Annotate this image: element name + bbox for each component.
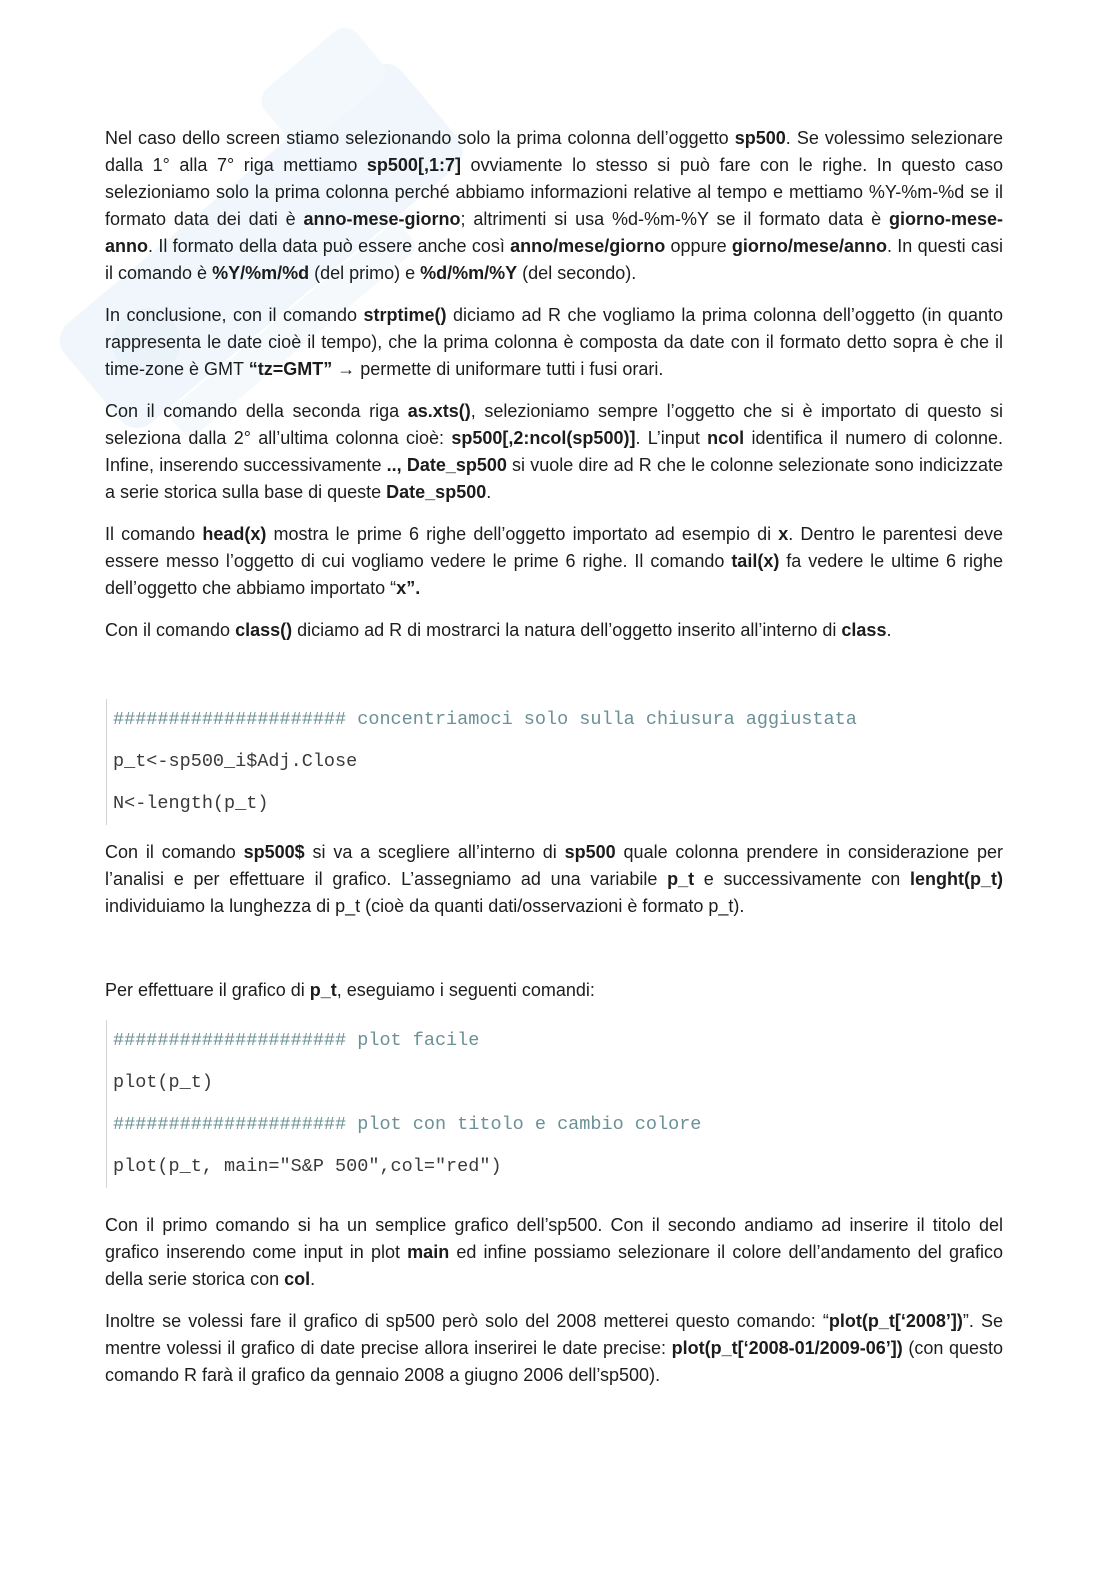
bold-text-run: p_t xyxy=(309,980,337,1000)
bold-text-run: Date_sp500 xyxy=(386,482,487,502)
bold-text-run: lenght(p_t) xyxy=(910,869,1003,889)
bold-text-run: “tz=GMT” xyxy=(248,359,333,379)
paragraph-strptime xyxy=(105,302,1003,383)
text-run: ovviamente lo stesso si può fare con le righe. In questo caso selezioniamo solo la prima colonna perché abbiamo informazioni relative al tempo e mettiamo %Y-%m-%d se il formato data dei dati è xyxy=(105,155,1003,229)
paragraph-plot-2008 xyxy=(105,1308,1003,1389)
text-run: diciamo ad R di mostrarci la natura dell’oggetto inserito all’interno di xyxy=(292,620,842,640)
text-run: quale colonna prendere in considerazione per l’analisi e per effettuare il grafico. L’assegniamo ad una variabile xyxy=(105,842,1003,889)
bold-text-run: .., Date_sp500 xyxy=(386,455,507,475)
text-run: (con questo comando R farà il grafico da gennaio 2008 a giugno 2006 dell’sp500). xyxy=(105,1338,1004,1385)
bold-text-run: tail(x) xyxy=(731,551,780,571)
text-run: Nel caso dello screen stiamo selezionando solo la prima colonna dell’oggetto xyxy=(105,128,735,148)
bold-text-run: sp500[,1:7] xyxy=(366,155,461,175)
text-run: Per effettuare il grafico di xyxy=(105,980,310,1000)
bold-text-run: plot(p_t[‘2008’]) xyxy=(828,1311,963,1331)
text-run: → permette di uniformare tutti i fusi orari. xyxy=(332,359,664,379)
paragraph-class xyxy=(105,617,1003,644)
text-run: In conclusione, con il comando xyxy=(105,305,364,325)
text-run: . L’input xyxy=(635,428,708,448)
text-run: diciamo ad R che vogliamo la prima colonna dell’oggetto (in quanto rappresenta le date cioè il tempo), che la prima colonna è composta da date con il formato detto sopra è che il time-zone è GMT xyxy=(105,305,1003,379)
text-run: individuiamo la lunghezza di p_t (cioè da quanti dati/osservazioni è formato p_t). xyxy=(105,896,745,916)
text-run: , eseguiamo i seguenti comandi: xyxy=(336,980,595,1000)
text-run: , selezioniamo sempre l’oggetto che si è importato di questo si seleziona dalla 2° all’ultima colonna cioè: xyxy=(105,401,1003,448)
code-comment-line: ##################### plot facile xyxy=(113,1030,480,1051)
text-run: si va a scegliere all’interno di xyxy=(304,842,565,862)
text-run: Con il primo comando si ha un semplice grafico dell’sp500. Con il secondo andiamo ad inserire il titolo del grafico inserendo come input in plot xyxy=(105,1215,1003,1262)
bold-text-run: sp500$ xyxy=(243,842,305,862)
bold-text-run: main xyxy=(407,1242,450,1262)
document-body xyxy=(105,125,1003,1389)
bold-text-run: plot(p_t[‘2008-01/2009-06’]) xyxy=(671,1338,903,1358)
bold-text-run: anno/mese/giorno xyxy=(510,236,666,256)
bold-text-run: col xyxy=(284,1269,311,1289)
code-block-plot xyxy=(106,1020,1003,1188)
text-run: . Il formato della data può essere anche così xyxy=(148,236,511,256)
paragraph-date-format xyxy=(105,125,1003,287)
code-line: plot(p_t, main="S&P 500",col="red") xyxy=(113,1156,502,1177)
bold-text-run: strptime() xyxy=(363,305,447,325)
paragraph-sp500-column xyxy=(105,839,1003,920)
bold-text-run: sp500 xyxy=(734,128,786,148)
text-run: ”. Se mentre volessi il grafico di date precise allora inserirei le date precise: xyxy=(105,1311,1004,1358)
text-run: Con il comando xyxy=(105,842,244,862)
bold-text-run: x xyxy=(778,524,789,544)
code-comment-line: ##################### plot con titolo e cambio colore xyxy=(113,1114,702,1135)
text-run: Il comando xyxy=(105,524,203,544)
text-run: identifica il numero di colonne. Infine, inserendo successivamente xyxy=(105,428,1003,475)
text-run: oppure xyxy=(665,236,732,256)
text-run: . xyxy=(486,482,492,502)
bold-text-run: class() xyxy=(235,620,293,640)
code-line: p_t<-sp500_i$Adj.Close xyxy=(113,751,358,772)
text-run: (del secondo). xyxy=(517,263,637,283)
code-line: N<-length(p_t) xyxy=(113,793,269,814)
bold-text-run: ncol xyxy=(707,428,745,448)
bold-text-run: p_t xyxy=(667,869,695,889)
text-run: Inoltre se volessi fare il grafico di sp500 però solo del 2008 metterei questo comando: “ xyxy=(105,1311,829,1331)
text-run: e successivamente con xyxy=(694,869,911,889)
text-run: ed infine possiamo selezionare il colore dell’andamento del grafico della serie storica con xyxy=(105,1242,1003,1289)
bold-text-run: x”. xyxy=(396,578,421,598)
paragraph-head-tail xyxy=(105,521,1003,602)
paragraph-as-xts xyxy=(105,398,1003,506)
bold-text-run: giorno/mese/anno xyxy=(731,236,887,256)
bold-text-run: %d/%m/%Y xyxy=(420,263,518,283)
text-run: Con il comando della seconda riga xyxy=(105,401,408,421)
bold-text-run: sp500[,2:ncol(sp500)] xyxy=(451,428,636,448)
bold-text-run: %Y/%m/%d xyxy=(212,263,310,283)
text-run: ; altrimenti si usa %d-%m-%Y se il formato data è xyxy=(460,209,889,229)
paragraph-plot-explanation xyxy=(105,1212,1003,1293)
bold-text-run: class xyxy=(841,620,887,640)
text-run: (del primo) e xyxy=(309,263,421,283)
bold-text-run: as.xts() xyxy=(407,401,471,421)
text-run: . In questi casi il comando è xyxy=(105,236,1003,283)
bold-text-run: sp500 xyxy=(564,842,616,862)
text-run: fa vedere le ultime 6 righe dell’oggetto che abbiamo importato “ xyxy=(105,551,1003,598)
text-run: . xyxy=(886,620,892,640)
text-run: . Dentro le parentesi deve essere messo l’oggetto di cui vogliamo vedere le prime 6 righe. Il comando xyxy=(105,524,1003,571)
paragraph-plot-intro xyxy=(105,977,1003,1004)
text-run: . Se volessimo selezionare dalla 1° alla 7° riga mettiamo xyxy=(105,128,1003,175)
text-run: Con il comando xyxy=(105,620,236,640)
code-block-adj-close xyxy=(106,699,1003,825)
text-run: si vuole dire ad R che le colonne selezionate sono indicizzate a serie storica sulla base di queste xyxy=(105,455,1003,502)
code-comment-line: ##################### concentriamoci solo sulla chiusura aggiustata xyxy=(113,709,857,730)
bold-text-run: head(x) xyxy=(202,524,267,544)
code-line: plot(p_t) xyxy=(113,1072,213,1093)
text-run: . xyxy=(310,1269,316,1289)
bold-text-run: anno-mese-giorno xyxy=(303,209,461,229)
text-run: mostra le prime 6 righe dell’oggetto importato ad esempio di xyxy=(266,524,779,544)
bold-text-run: giorno-mese-anno xyxy=(105,209,1003,256)
